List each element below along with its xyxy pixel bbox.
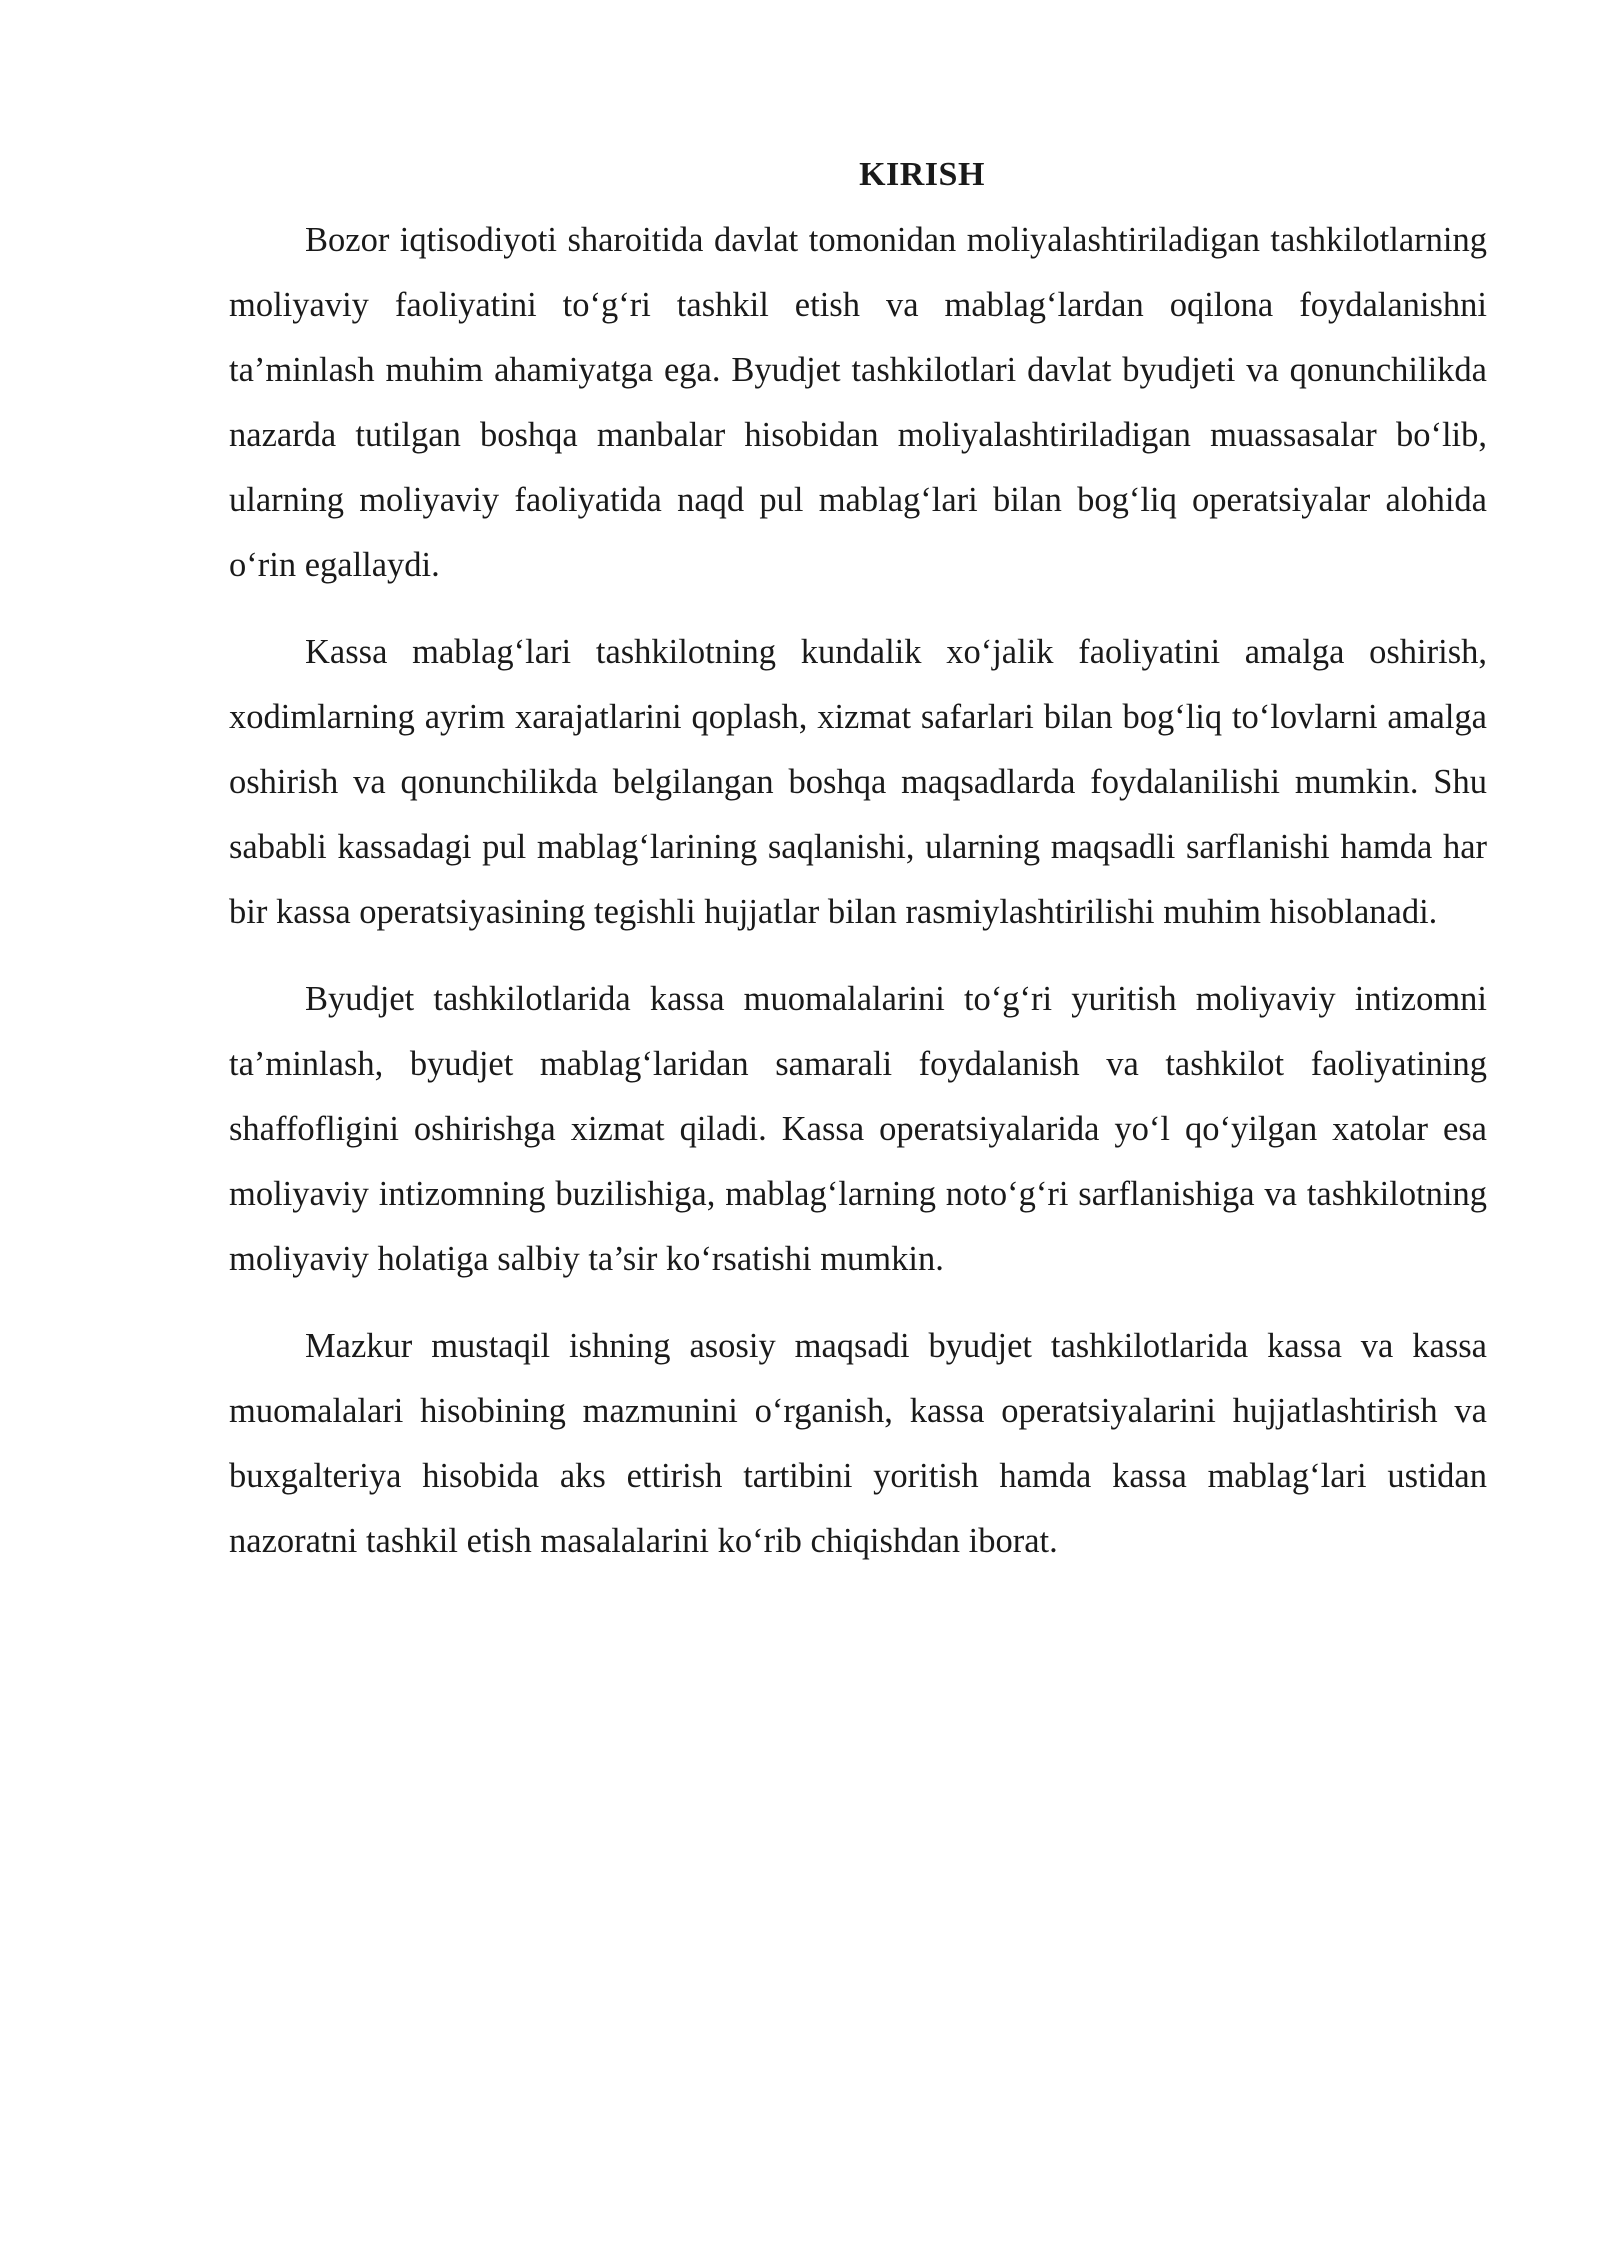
page-title: KIRISH [859,156,985,193]
paragraph-3: Byudjet tashkilotlarida kassa muomalalarini to‘g‘ri yuritish moliyaviy intizomni ta’minlash, byudjet mablag‘laridan samarali foydalanish va tashkilot faoliyatining shaffofligini oshirishga xizmat qiladi. Kassa operatsiyalarida yo‘l qo‘yilgan xatolar esa moliyaviy intizomning buzilishiga, mablag‘larning noto‘g‘ri sarflanishiga va tashkilotning moliyaviy holatiga salbiy ta’sir ko‘rsatishi mumkin. [229,980,1487,1278]
paragraph-1: Bozor iqtisodiyoti sharoitida davlat tomonidan moliyalashtiriladigan tashkilotlarning moliyaviy faoliyatini to‘g‘ri tashkil etish va mablag‘lardan oqilona foydalanishni ta’minlash muhim ahamiyatga ega. Byudjet tashkilotlari davlat byudjeti va qonunchilikda nazarda tutilgan boshqa manbalar hisobidan moliyalashtiriladigan muassasalar bo‘lib, ularning moliyaviy faoliyatida naqd pul mablag‘lari bilan bog‘liq operatsiyalar alohida o‘rin egallaydi. [229,221,1487,584]
paragraph-4: Mazkur mustaqil ishning asosiy maqsadi byudjet tashkilotlarida kassa va kassa muomalalari hisobining mazmunini o‘rganish, kassa operatsiyalarini hujjatlashtirish va buxgalteriya hisobida aks ettirish tartibini yoritish hamda kassa mablag‘lari ustidan nazoratni tashkil etish masalalarini ko‘rib chiqishdan iborat. [229,1327,1487,1560]
paragraph-2: Kassa mablag‘lari tashkilotning kundalik xo‘jalik faoliyatini amalga oshirish, xodimlarning ayrim xarajatlarini qoplash, xizmat safarlari bilan bog‘liq to‘lovlarni amalga oshirish va qonunchilikda belgilangan boshqa maqsadlarda foydalanilishi mumkin. Shu sababli kassadagi pul mablag‘larining saqlanishi, ularning maqsadli sarflanishi hamda har bir kassa operatsiyasining tegishli hujjatlar bilan rasmiylashtirilishi muhim hisoblanadi. [229,633,1487,931]
document-body [229,148,1487,1596]
